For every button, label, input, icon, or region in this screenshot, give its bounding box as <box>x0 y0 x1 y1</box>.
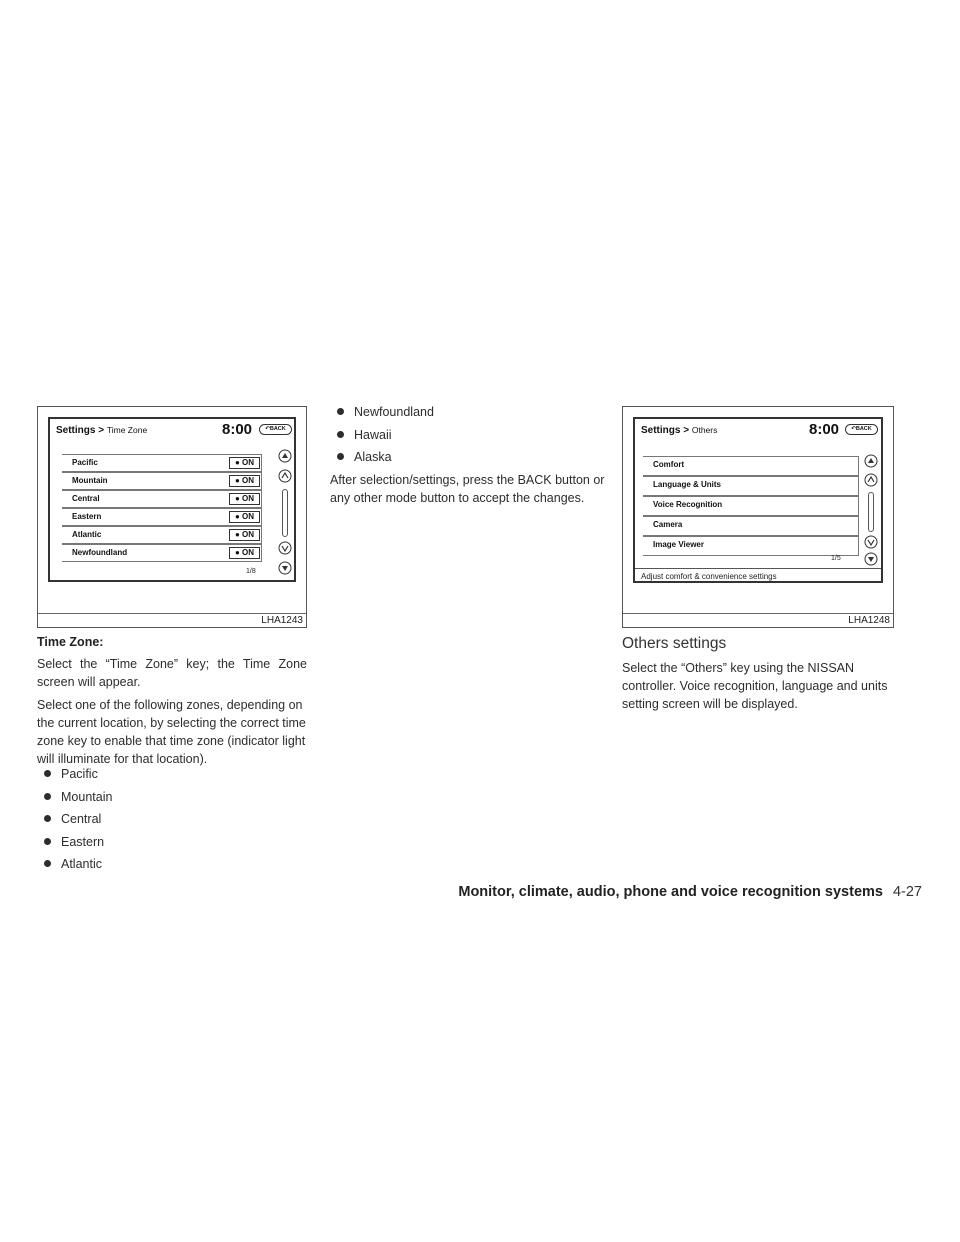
bullet-label: Pacific <box>61 767 98 781</box>
time-zone-para1: Select the “Time Zone” key; the Time Zone screen will appear. <box>37 657 307 689</box>
on-indicator: ● ON <box>229 475 260 487</box>
on-indicator: ● ON <box>229 529 260 541</box>
page-indicator: 1/5 <box>831 555 841 562</box>
screen-clock: 8:00 <box>809 421 840 438</box>
screen-clock: 8:00 <box>222 421 253 438</box>
status-text: Adjust comfort & convenience settings <box>641 572 777 581</box>
back-button[interactable] <box>259 424 292 435</box>
list-item-label: Atlantic <box>72 530 102 539</box>
on-indicator: ● ON <box>229 493 260 505</box>
bullet-label: Alaska <box>354 450 392 464</box>
scrollbar[interactable] <box>282 489 288 537</box>
list-item-label: Mountain <box>72 476 108 485</box>
others-figure <box>622 406 894 628</box>
list-item-eastern[interactable] <box>62 508 262 526</box>
list-item-label: Camera <box>653 520 683 529</box>
screen-title-text: Settings > <box>641 425 690 436</box>
bullet-label: Mountain <box>61 790 113 804</box>
scroll-up-arrow-icon[interactable] <box>864 454 878 468</box>
back-label: BACK <box>855 426 872 432</box>
back-label: BACK <box>269 426 286 432</box>
list-item-camera[interactable] <box>643 516 859 536</box>
list-item-image-viewer[interactable] <box>643 536 859 556</box>
list-item-label: Pacific <box>72 458 98 467</box>
on-label: ON <box>242 548 255 557</box>
page-number: 4-27 <box>892 884 922 900</box>
others-screen <box>633 417 883 583</box>
bullet-icon <box>44 770 51 777</box>
scroll-down-arrow-icon[interactable] <box>864 552 878 566</box>
list-item-label: Central <box>72 494 100 503</box>
others-para: Select the “Others” key using the NISSAN controller. Voice recognition, language and units setting screen will be displayed. <box>622 661 888 711</box>
scroll-down-icon[interactable] <box>278 541 292 555</box>
list-item-label: Eastern <box>72 512 102 521</box>
time-zone-heading: Time Zone: <box>37 635 104 649</box>
bullet-item <box>337 450 392 464</box>
bullet-item <box>44 767 98 781</box>
bullet-label: Eastern <box>61 835 105 849</box>
others-list <box>643 456 859 560</box>
others-heading: Others settings <box>622 635 727 652</box>
screen-subtitle: Time Zone <box>106 425 148 435</box>
screen-title-text: Settings > <box>56 425 105 436</box>
list-item-label: Comfort <box>653 460 685 469</box>
list-item-label: Voice Recognition <box>653 500 723 509</box>
page-footer <box>458 884 922 900</box>
time-zone-figure <box>37 406 307 628</box>
figure-code: LHA1248 <box>623 613 893 627</box>
back-arrow-icon: ↶ <box>265 426 270 432</box>
page-indicator: 1/8 <box>246 568 256 575</box>
list-item-label: Language & Units <box>653 480 722 489</box>
list-item-pacific[interactable] <box>62 454 262 472</box>
time-zone-instructions <box>37 696 307 768</box>
scroll-up-icon[interactable] <box>864 473 878 487</box>
scroll-down-arrow-icon[interactable] <box>278 561 292 575</box>
on-label: ON <box>242 476 255 485</box>
status-divider <box>635 568 881 569</box>
bullet-item <box>44 812 101 826</box>
bullet-icon <box>337 431 344 438</box>
time-zone-para2: Select one of the following zones, depending on the current location, by selecting the correct time zone key to enable that time zone (indicator light will illuminate for that location). <box>37 698 306 766</box>
bullet-item <box>44 835 104 849</box>
time-zone-list <box>62 454 262 564</box>
after-selection-para: After selection/settings, press the BACK button or any other mode button to accept the changes. <box>330 473 605 505</box>
on-indicator: ● ON <box>229 511 260 523</box>
bullet-label: Newfoundland <box>354 405 434 419</box>
screen-title <box>641 425 717 436</box>
list-item-atlantic[interactable] <box>62 526 262 544</box>
bullet-icon <box>44 838 51 845</box>
on-indicator: ● ON <box>229 547 260 559</box>
back-button[interactable] <box>845 424 878 435</box>
bullet-icon <box>44 793 51 800</box>
on-label: ON <box>242 494 255 503</box>
scrollbar[interactable] <box>868 492 874 532</box>
scroll-up-icon[interactable] <box>278 469 292 483</box>
bullet-label: Central <box>61 812 102 826</box>
back-arrow-icon: ↶ <box>851 426 856 432</box>
bullet-icon <box>44 815 51 822</box>
footer-title: Monitor, climate, audio, phone and voice recognition systems <box>458 884 883 900</box>
on-label: ON <box>242 458 255 467</box>
list-item-language-units[interactable] <box>643 476 859 496</box>
bullet-item <box>337 405 434 419</box>
scroll-down-icon[interactable] <box>864 535 878 549</box>
bullet-item <box>44 790 112 804</box>
screen-subtitle: Others <box>691 425 718 435</box>
bullet-icon <box>337 453 344 460</box>
scroll-up-arrow-icon[interactable] <box>278 449 292 463</box>
screen-header <box>50 419 294 441</box>
list-item-voice-recognition[interactable] <box>643 496 859 516</box>
on-label: ON <box>242 512 255 521</box>
list-item-newfoundland[interactable] <box>62 544 262 562</box>
bullet-label: Hawaii <box>354 428 392 442</box>
screen-title <box>56 425 147 436</box>
bullet-label: Atlantic <box>61 857 102 871</box>
list-item-label: Newfoundland <box>72 548 128 557</box>
list-item-comfort[interactable] <box>643 456 859 476</box>
others-text <box>622 659 894 713</box>
list-item-central[interactable] <box>62 490 262 508</box>
figure-code: LHA1243 <box>38 613 306 627</box>
list-item-label: Image Viewer <box>653 540 704 549</box>
bullet-item <box>44 857 102 871</box>
bullet-item <box>337 428 392 442</box>
screen-header <box>635 419 881 441</box>
time-zone-screen <box>48 417 296 582</box>
bullet-icon <box>337 408 344 415</box>
time-zone-intro <box>37 655 307 691</box>
on-indicator: ● ON <box>229 457 260 469</box>
list-item-mountain[interactable] <box>62 472 262 490</box>
on-label: ON <box>242 530 255 539</box>
after-selection-text <box>330 471 605 507</box>
bullet-icon <box>44 860 51 867</box>
